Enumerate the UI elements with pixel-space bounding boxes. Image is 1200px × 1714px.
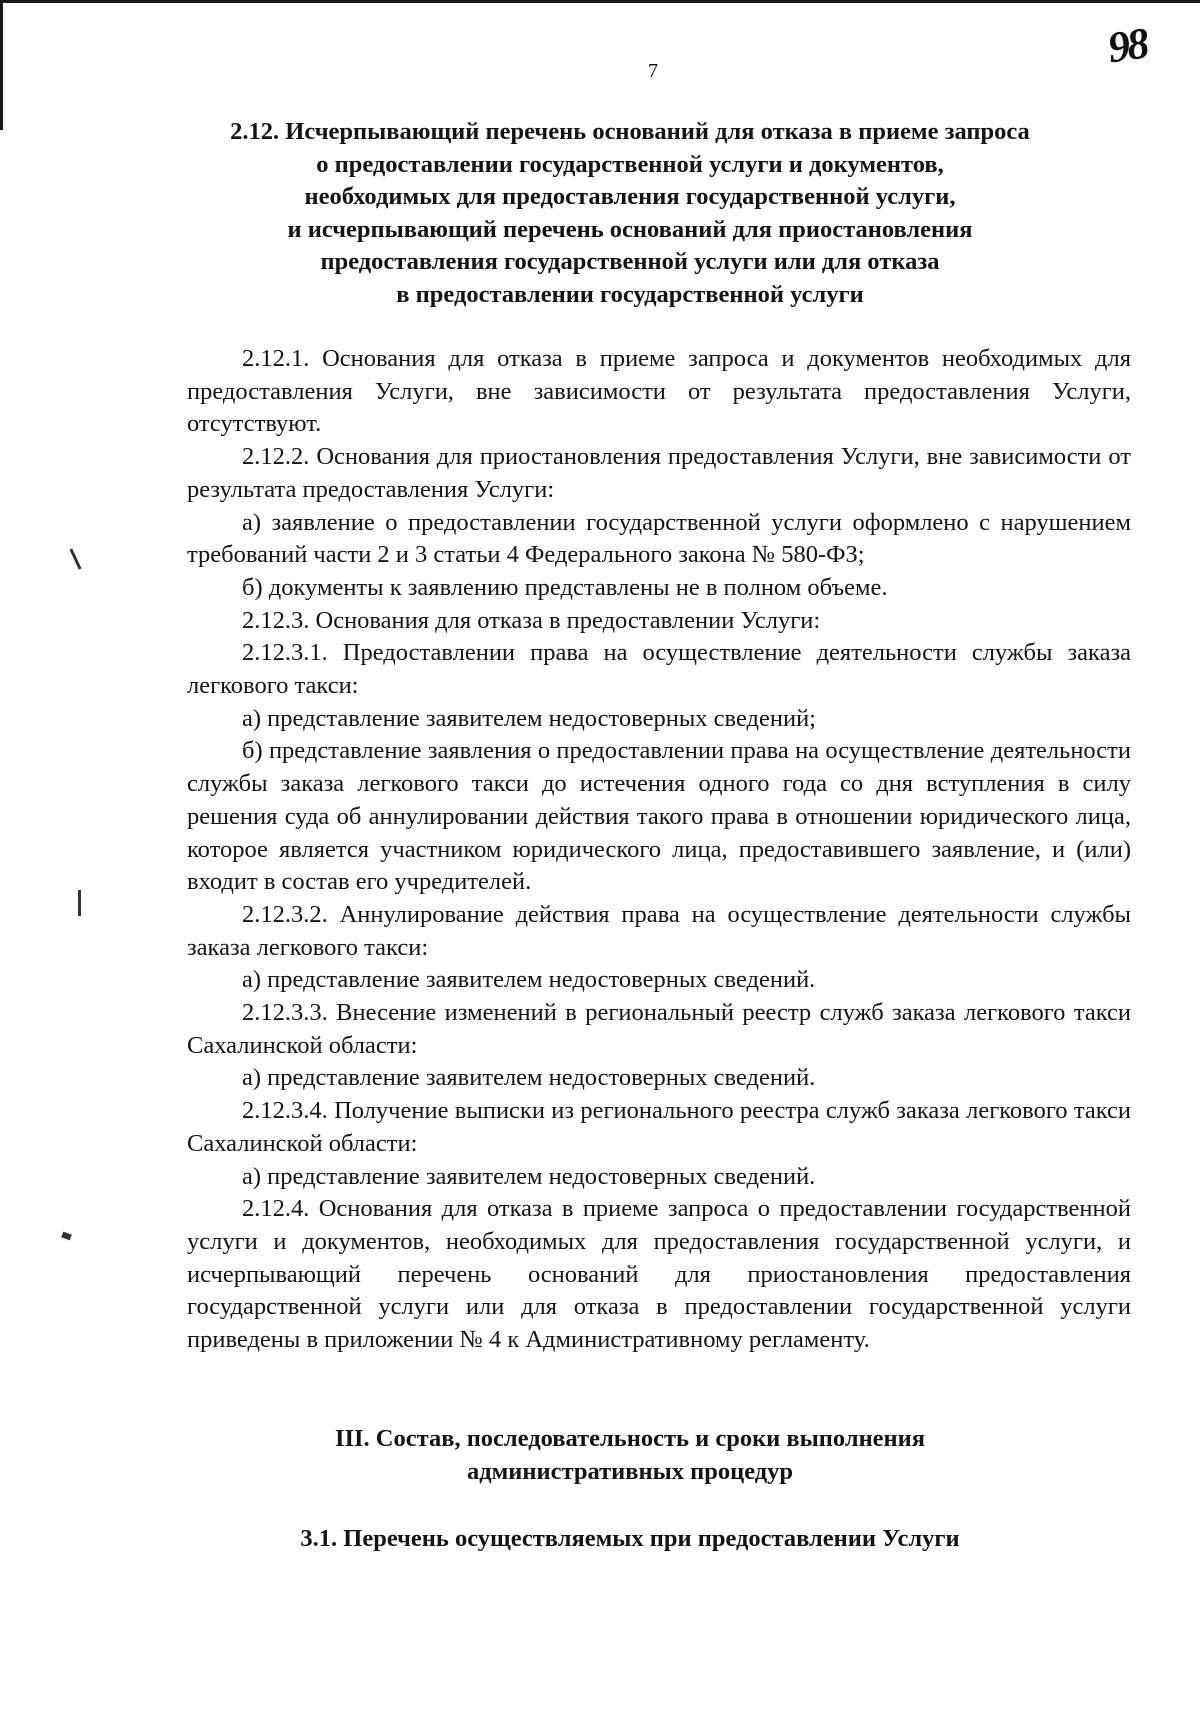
scan-left-edge <box>0 0 3 130</box>
heading-line: административных процедур <box>466 1457 794 1485</box>
paragraph-2-12-3-4-a: а) представление заявителем недостоверных сведений. <box>242 1162 816 1190</box>
paragraph-2-12-3: 2.12.3. Основания для отказа в предоставлении Услуги: <box>242 606 821 634</box>
body-text <box>187 343 1131 1357</box>
paragraph-2-12-4: 2.12.4. Основания для отказа в приеме запроса о предоставлении государственной услуги и документов, необходимых для предоставления государственной услуги, и исчерпывающий перечень оснований для приостановления предоставления государственной услуги или для отказа в предоставлении государственной услуги приведены в приложении № 4 к Административному регламенту. <box>187 1195 1131 1354</box>
page-number: 7 <box>648 60 658 82</box>
heading-section-3 <box>150 1423 1110 1488</box>
heading-line: необходимых для предоставления государственной услуги, <box>304 183 956 210</box>
paragraph-2-12-3-1-a: а) представление заявителем недостоверных сведений; <box>242 704 816 732</box>
heading-line: и исчерпывающий перечень оснований для приостановления <box>287 215 973 243</box>
paragraph-2-12-3-1-b: б) представление заявления о предоставлении права на осуществление деятельности службы заказа легкового такси до истечения одного года со дня вступления в силу решения суда об аннулировании действия такого права в отношении юридического лица, которое является участником юридического лица, предоставившего заявление, и (или) входит в состав его учредителей. <box>187 737 1131 896</box>
paragraph-2-12-2-b: б) документы к заявлению представлены не в полном объеме. <box>242 573 888 601</box>
heading-line: предоставления государственной услуги или для отказа <box>320 248 940 275</box>
paragraph-2-12-3-2: 2.12.3.2. Аннулирование действия права на осуществление деятельности службы заказа легкового такси: <box>187 900 1131 961</box>
heading-line: о предоставлении государственной услуги и документов, <box>316 150 944 178</box>
scan-speck <box>69 548 81 569</box>
heading-line: в предоставлении государственной услуги <box>396 280 864 308</box>
paragraph-2-12-2: 2.12.2. Основания для приостановления предоставления Услуги, вне зависимости от результата предоставления Услуги: <box>187 443 1131 503</box>
paragraph-2-12-3-1: 2.12.3.1. Предоставлении права на осуществление деятельности службы заказа легкового такси: <box>187 639 1131 700</box>
heading-2-12 <box>150 116 1110 311</box>
heading-line: 3.1. Перечень осуществляемых при предоставлении Услуги <box>300 1525 960 1552</box>
paragraph-2-12-3-2-a: а) представление заявителем недостоверных сведений. <box>242 966 816 994</box>
heading-3-1 <box>150 1523 1110 1556</box>
paragraph-2-12-3-4: 2.12.3.4. Получение выписки из регионального реестра служб заказа легкового такси Сахалинской области: <box>187 1097 1131 1157</box>
paragraph-2-12-3-3: 2.12.3.3. Внесение изменений в региональный реестр служб заказа легкового такси Сахалинской области: <box>187 999 1131 1059</box>
scan-speck <box>61 1232 72 1241</box>
heading-line: 2.12. Исчерпывающий перечень оснований для отказа в приеме запроса <box>230 118 1030 145</box>
scan-top-edge <box>0 0 1200 3</box>
scan-speck <box>78 890 81 916</box>
paragraph-2-12-2-a: а) заявление о предоставлении государственной услуги оформлено с нарушением требований части 2 и 3 статьи 4 Федерального закона № 580-ФЗ; <box>187 508 1131 569</box>
heading-line: III. Состав, последовательность и сроки выполнения <box>334 1425 926 1452</box>
handwritten-sheet-number: 98 <box>1104 18 1150 73</box>
paragraph-2-12-1: 2.12.1. Основания для отказа в приеме запроса и документов необходимых для предоставления Услуги, вне зависимости от результата предоставления Услуги, отсутствуют. <box>187 345 1131 438</box>
paragraph-2-12-3-3-a: а) представление заявителем недостоверных сведений. <box>242 1064 816 1092</box>
